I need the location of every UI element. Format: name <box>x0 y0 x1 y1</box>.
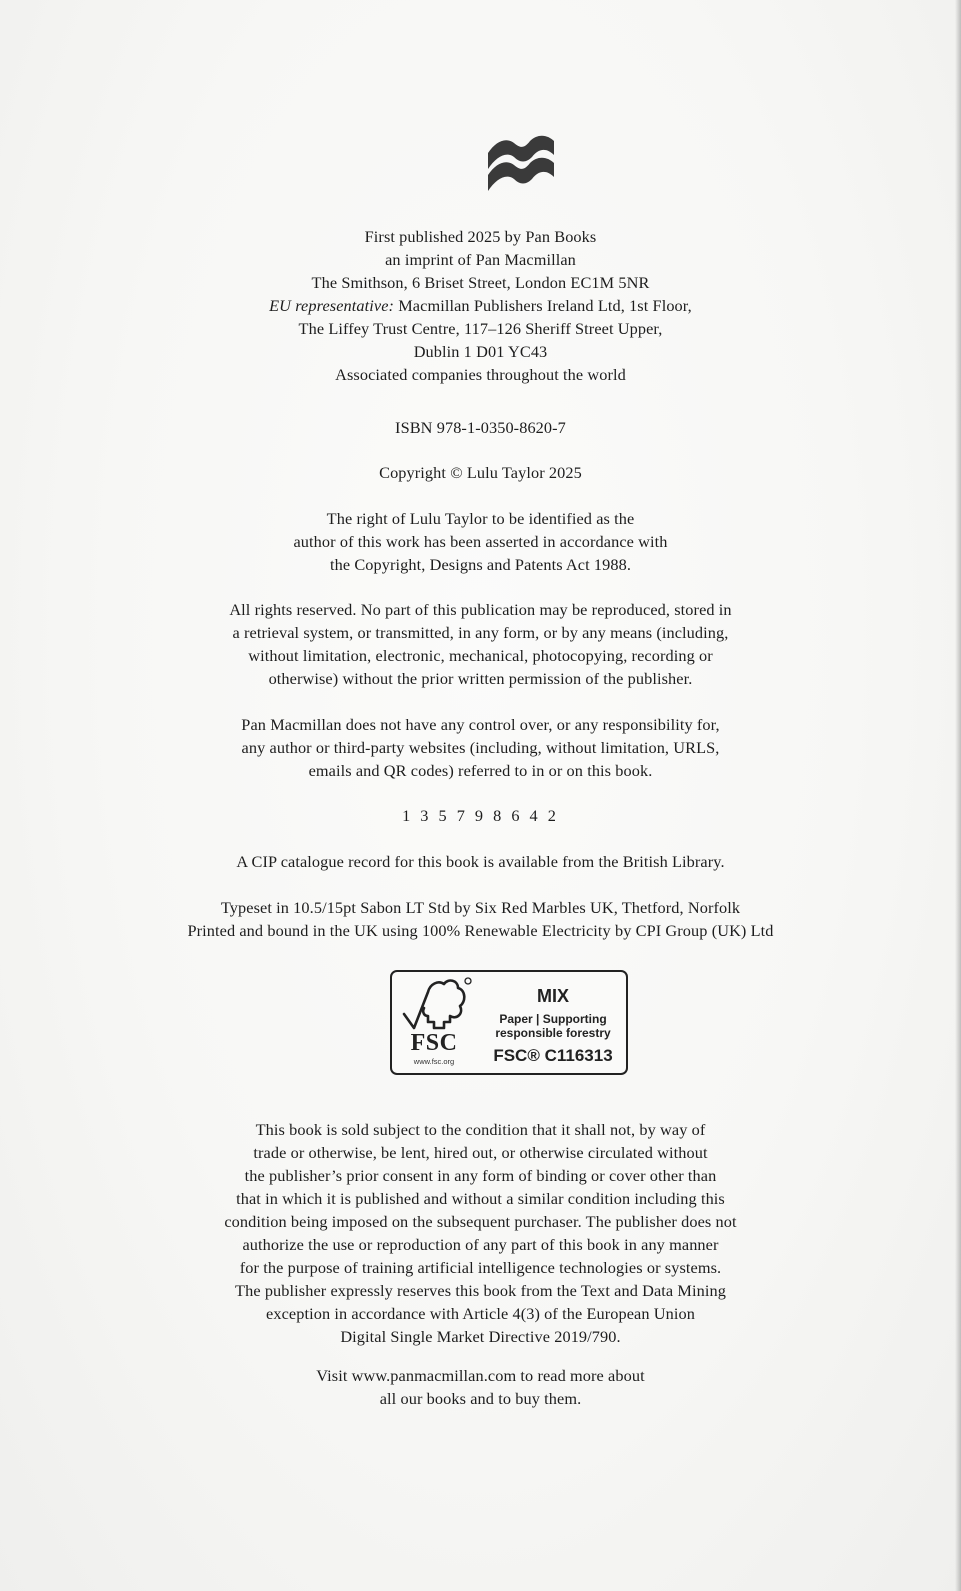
imprint-address: The Smithson, 6 Briset Street, London EC1M 5NR <box>311 273 650 292</box>
conditions-line: Digital Single Market Directive 2019/790. <box>340 1327 621 1346</box>
conditions-of-sale <box>0 1118 961 1348</box>
fsc-url: www.fsc.org <box>413 1057 455 1066</box>
all-rights-block <box>0 598 961 690</box>
imprint-block <box>0 225 961 386</box>
moral-rights-line: the Copyright, Designs and Patents Act 1988. <box>329 555 632 574</box>
page-edge-shadow <box>955 0 961 1591</box>
eu-representative-label: EU representative: <box>269 296 395 315</box>
fsc-description <box>480 1012 626 1040</box>
fsc-category: MIX <box>536 986 569 1006</box>
visit-website-block <box>0 1364 961 1410</box>
fsc-wordmark: FSC <box>410 1030 458 1056</box>
fsc-description-line: Paper | Supporting <box>499 1012 607 1026</box>
third-party-disclaimer <box>0 713 961 782</box>
all-rights-line: otherwise) without the prior written permission of the publisher. <box>268 669 693 688</box>
printer-key-line: 1 3 5 7 9 8 6 4 2 <box>402 806 559 825</box>
eu-representative-line <box>0 294 961 317</box>
printed-bound-line: Printed and bound in the UK using 100% Renewable Electricity by CPI Group (UK) Ltd <box>187 921 774 940</box>
copyright-notice: Copyright © Lulu Taylor 2025 <box>379 463 582 482</box>
visit-line: Visit www.panmacmillan.com to read more about <box>316 1366 645 1385</box>
conditions-line: the publisher’s prior consent in any form of binding or cover other than <box>244 1166 717 1185</box>
typeset-line: Typeset in 10.5/15pt Sabon LT Std by Six Red Marbles UK, Thetford, Norfolk <box>220 898 741 917</box>
all-rights-line: All rights reserved. No part of this publication may be reproduced, stored in <box>229 600 732 619</box>
conditions-line: that in which it is published and without a similar condition including this <box>236 1189 725 1208</box>
fsc-license-code: FSC® C116313 <box>493 1046 613 1065</box>
conditions-line: This book is sold subject to the condition that it shall not, by way of <box>255 1120 706 1139</box>
all-rights-line: a retrieval system, or transmitted, in any form, or by any means (including, <box>232 623 729 642</box>
moral-rights-line: The right of Lulu Taylor to be identified as the <box>326 509 635 528</box>
all-rights-line: without limitation, electronic, mechanical, photocopying, recording or <box>248 646 713 665</box>
eu-address-line: Dublin 1 D01 YC43 <box>413 342 548 361</box>
associated-companies: Associated companies throughout the world <box>335 365 626 384</box>
imprint-line: an imprint of Pan Macmillan <box>385 250 576 269</box>
fsc-label <box>390 970 628 1075</box>
imprint-line: First published 2025 by Pan Books <box>364 227 597 246</box>
cip-record: A CIP catalogue record for this book is available from the British Library. <box>236 852 725 871</box>
moral-rights-line: author of this work has been asserted in accordance with <box>293 532 668 551</box>
visit-line: all our books and to buy them. <box>379 1389 582 1408</box>
disclaimer-line: Pan Macmillan does not have any control over, or any responsibility for, <box>241 715 720 734</box>
macmillan-logo-icon <box>484 133 556 195</box>
fsc-description-line: responsible forestry <box>495 1026 611 1040</box>
eu-address-line: The Liffey Trust Centre, 117–126 Sheriff Street Upper, <box>298 319 663 338</box>
disclaimer-line: emails and QR codes) referred to in or on this book. <box>308 761 653 780</box>
typeset-block <box>0 896 961 942</box>
conditions-line: The publisher expressly reserves this book from the Text and Data Mining <box>235 1281 726 1300</box>
eu-representative-value: Macmillan Publishers Ireland Ltd, 1st Floor, <box>394 296 692 315</box>
conditions-line: authorize the use or reproduction of any part of this book in any manner <box>242 1235 719 1254</box>
conditions-line: exception in accordance with Article 4(3) of the European Union <box>266 1304 695 1323</box>
fsc-checkmark-tree-icon <box>400 976 472 1036</box>
isbn: ISBN 978-1-0350-8620-7 <box>395 418 566 437</box>
moral-rights-block <box>0 507 961 576</box>
conditions-line: for the purpose of training artificial intelligence technologies or systems. <box>239 1258 722 1277</box>
conditions-line: trade or otherwise, be lent, hired out, or otherwise circulated without <box>253 1143 708 1162</box>
conditions-line: condition being imposed on the subsequent purchaser. The publisher does not <box>224 1212 737 1231</box>
disclaimer-line: any author or third-party websites (including, without limitation, URLS, <box>241 738 720 757</box>
